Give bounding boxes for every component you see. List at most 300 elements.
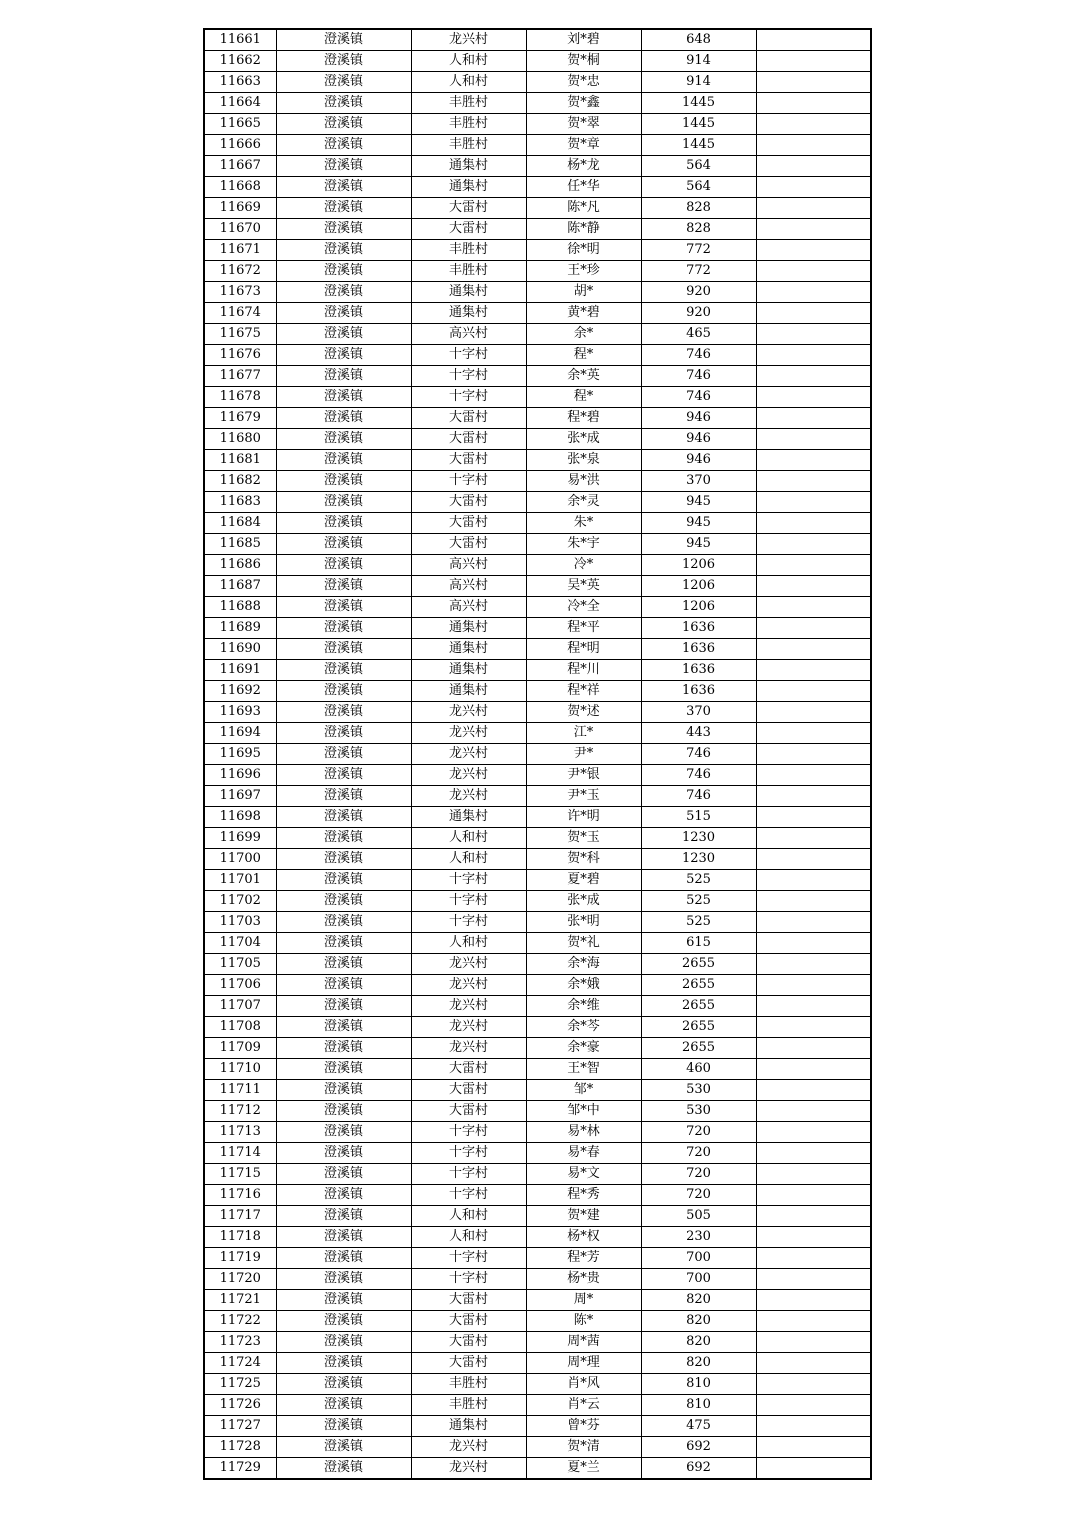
row-number-cell: 11683 [204,492,276,513]
amount-cell: 720 [641,1122,756,1143]
table-row [204,1101,871,1122]
row-number-cell: 11694 [204,723,276,744]
table-row [204,29,871,51]
name-cell: 贺*翠 [526,114,641,135]
amount-cell: 443 [641,723,756,744]
name-cell: 程* [526,345,641,366]
row-number-cell: 11717 [204,1206,276,1227]
amount-cell: 2655 [641,954,756,975]
table-row [204,849,871,870]
amount-cell: 946 [641,408,756,429]
remark-cell [756,828,871,849]
remark-cell [756,534,871,555]
row-number-cell: 11665 [204,114,276,135]
amount-cell: 525 [641,912,756,933]
name-cell: 邹*中 [526,1101,641,1122]
remark-cell [756,870,871,891]
remark-cell [756,324,871,345]
village-cell: 高兴村 [411,597,526,618]
row-number-cell: 11690 [204,639,276,660]
remark-cell [756,597,871,618]
name-cell: 张*泉 [526,450,641,471]
town-cell: 澄溪镇 [276,744,411,765]
row-number-cell: 11725 [204,1374,276,1395]
remark-cell [756,1227,871,1248]
remark-cell [756,114,871,135]
row-number-cell: 11729 [204,1458,276,1480]
name-cell: 吴*英 [526,576,641,597]
amount-cell: 1445 [641,93,756,114]
table-row [204,702,871,723]
name-cell: 肖*云 [526,1395,641,1416]
table-row [204,177,871,198]
village-cell: 丰胜村 [411,240,526,261]
table-row [204,639,871,660]
town-cell: 澄溪镇 [276,849,411,870]
row-number-cell: 11663 [204,72,276,93]
town-cell: 澄溪镇 [276,1164,411,1185]
amount-cell: 720 [641,1185,756,1206]
row-number-cell: 11722 [204,1311,276,1332]
remark-cell [756,93,871,114]
name-cell: 程*芳 [526,1248,641,1269]
remark-cell [756,1101,871,1122]
table-row [204,576,871,597]
remark-cell [756,240,871,261]
remark-cell [756,954,871,975]
village-cell: 十字村 [411,1248,526,1269]
remark-cell [756,177,871,198]
table-row [204,1437,871,1458]
village-cell: 大雷村 [411,513,526,534]
row-number-cell: 11664 [204,93,276,114]
row-number-cell: 11681 [204,450,276,471]
name-cell: 刘*碧 [526,29,641,51]
row-number-cell: 11708 [204,1017,276,1038]
amount-cell: 810 [641,1395,756,1416]
row-number-cell: 11671 [204,240,276,261]
row-number-cell: 11669 [204,198,276,219]
town-cell: 澄溪镇 [276,303,411,324]
town-cell: 澄溪镇 [276,870,411,891]
amount-cell: 945 [641,492,756,513]
remark-cell [756,1185,871,1206]
village-cell: 人和村 [411,933,526,954]
name-cell: 余*灵 [526,492,641,513]
town-cell: 澄溪镇 [276,471,411,492]
row-number-cell: 11713 [204,1122,276,1143]
amount-cell: 525 [641,870,756,891]
village-cell: 龙兴村 [411,1458,526,1480]
remark-cell [756,681,871,702]
remark-cell [756,1437,871,1458]
remark-cell [756,1080,871,1101]
row-number-cell: 11685 [204,534,276,555]
village-cell: 大雷村 [411,429,526,450]
name-cell: 贺*述 [526,702,641,723]
remark-cell [756,387,871,408]
town-cell: 澄溪镇 [276,1227,411,1248]
table-row [204,912,871,933]
village-cell: 大雷村 [411,450,526,471]
remark-cell [756,555,871,576]
amount-cell: 720 [641,1143,756,1164]
row-number-cell: 11677 [204,366,276,387]
name-cell: 陈* [526,1311,641,1332]
town-cell: 澄溪镇 [276,807,411,828]
remark-cell [756,576,871,597]
remark-cell [756,135,871,156]
village-cell: 大雷村 [411,1311,526,1332]
town-cell: 澄溪镇 [276,786,411,807]
row-number-cell: 11705 [204,954,276,975]
name-cell: 徐*明 [526,240,641,261]
town-cell: 澄溪镇 [276,177,411,198]
town-cell: 澄溪镇 [276,1122,411,1143]
remark-cell [756,156,871,177]
amount-cell: 1445 [641,114,756,135]
name-cell: 余*豪 [526,1038,641,1059]
table-row [204,114,871,135]
amount-cell: 2655 [641,1017,756,1038]
name-cell: 周* [526,1290,641,1311]
name-cell: 邹* [526,1080,641,1101]
remark-cell [756,933,871,954]
village-cell: 大雷村 [411,1353,526,1374]
village-cell: 十字村 [411,387,526,408]
amount-cell: 914 [641,51,756,72]
town-cell: 澄溪镇 [276,324,411,345]
remark-cell [756,1164,871,1185]
town-cell: 澄溪镇 [276,660,411,681]
name-cell: 贺*忠 [526,72,641,93]
amount-cell: 1636 [641,660,756,681]
table-row [204,429,871,450]
name-cell: 程*祥 [526,681,641,702]
village-cell: 龙兴村 [411,1437,526,1458]
name-cell: 贺*清 [526,1437,641,1458]
table-row [204,51,871,72]
name-cell: 陈*凡 [526,198,641,219]
row-number-cell: 11673 [204,282,276,303]
amount-cell: 505 [641,1206,756,1227]
row-number-cell: 11675 [204,324,276,345]
town-cell: 澄溪镇 [276,933,411,954]
remark-cell [756,1122,871,1143]
row-number-cell: 11711 [204,1080,276,1101]
row-number-cell: 11700 [204,849,276,870]
name-cell: 程*平 [526,618,641,639]
town-cell: 澄溪镇 [276,1059,411,1080]
row-number-cell: 11703 [204,912,276,933]
amount-cell: 648 [641,29,756,51]
village-cell: 通集村 [411,660,526,681]
remark-cell [756,1311,871,1332]
amount-cell: 475 [641,1416,756,1437]
table-row [204,891,871,912]
town-cell: 澄溪镇 [276,429,411,450]
amount-cell: 828 [641,219,756,240]
table-row [204,219,871,240]
remark-cell [756,1143,871,1164]
table-row [204,240,871,261]
name-cell: 程* [526,387,641,408]
amount-cell: 692 [641,1458,756,1480]
town-cell: 澄溪镇 [276,534,411,555]
row-number-cell: 11689 [204,618,276,639]
amount-cell: 525 [641,891,756,912]
town-cell: 澄溪镇 [276,1185,411,1206]
amount-cell: 746 [641,366,756,387]
row-number-cell: 11668 [204,177,276,198]
amount-cell: 1206 [641,597,756,618]
name-cell: 程*碧 [526,408,641,429]
remark-cell [756,450,871,471]
amount-cell: 692 [641,1437,756,1458]
village-cell: 高兴村 [411,324,526,345]
town-cell: 澄溪镇 [276,450,411,471]
table-row [204,135,871,156]
village-cell: 丰胜村 [411,135,526,156]
name-cell: 王*智 [526,1059,641,1080]
town-cell: 澄溪镇 [276,1311,411,1332]
town-cell: 澄溪镇 [276,954,411,975]
row-number-cell: 11726 [204,1395,276,1416]
table-row [204,93,871,114]
village-cell: 通集村 [411,1416,526,1437]
amount-cell: 564 [641,156,756,177]
row-number-cell: 11710 [204,1059,276,1080]
village-cell: 丰胜村 [411,114,526,135]
table-row [204,282,871,303]
table-row [204,1059,871,1080]
amount-cell: 465 [641,324,756,345]
amount-cell: 772 [641,261,756,282]
town-cell: 澄溪镇 [276,261,411,282]
village-cell: 十字村 [411,471,526,492]
table-row [204,870,871,891]
remark-cell [756,1038,871,1059]
town-cell: 澄溪镇 [276,282,411,303]
table-row [204,1017,871,1038]
remark-cell [756,975,871,996]
remark-cell [756,807,871,828]
table-row [204,996,871,1017]
remark-cell [756,765,871,786]
row-number-cell: 11706 [204,975,276,996]
town-cell: 澄溪镇 [276,51,411,72]
amount-cell: 945 [641,513,756,534]
row-number-cell: 11693 [204,702,276,723]
village-cell: 大雷村 [411,219,526,240]
village-cell: 龙兴村 [411,29,526,51]
name-cell: 余*维 [526,996,641,1017]
amount-cell: 1636 [641,618,756,639]
table-row [204,366,871,387]
row-number-cell: 11728 [204,1437,276,1458]
village-cell: 通集村 [411,807,526,828]
amount-cell: 370 [641,702,756,723]
table-row [204,1416,871,1437]
table-row [204,198,871,219]
table-row [204,1395,871,1416]
remark-cell [756,198,871,219]
row-number-cell: 11723 [204,1332,276,1353]
row-number-cell: 11695 [204,744,276,765]
table-row [204,1080,871,1101]
remark-cell [756,639,871,660]
name-cell: 尹*银 [526,765,641,786]
village-cell: 通集村 [411,618,526,639]
table-row [204,933,871,954]
table-row [204,807,871,828]
name-cell: 王*珍 [526,261,641,282]
row-number-cell: 11719 [204,1248,276,1269]
table-row [204,744,871,765]
name-cell: 朱*宇 [526,534,641,555]
amount-cell: 746 [641,744,756,765]
name-cell: 贺*鑫 [526,93,641,114]
amount-cell: 2655 [641,996,756,1017]
amount-cell: 920 [641,303,756,324]
amount-cell: 1206 [641,555,756,576]
village-cell: 龙兴村 [411,975,526,996]
amount-cell: 530 [641,1080,756,1101]
name-cell: 易*洪 [526,471,641,492]
amount-cell: 460 [641,1059,756,1080]
amount-cell: 1230 [641,828,756,849]
name-cell: 周*茜 [526,1332,641,1353]
remark-cell [756,282,871,303]
town-cell: 澄溪镇 [276,681,411,702]
remark-cell [756,429,871,450]
village-cell: 十字村 [411,1143,526,1164]
row-number-cell: 11699 [204,828,276,849]
name-cell: 贺*建 [526,1206,641,1227]
town-cell: 澄溪镇 [276,912,411,933]
village-cell: 大雷村 [411,1080,526,1101]
village-cell: 十字村 [411,1164,526,1185]
town-cell: 澄溪镇 [276,1395,411,1416]
town-cell: 澄溪镇 [276,366,411,387]
row-number-cell: 11672 [204,261,276,282]
table-body [204,29,871,1479]
name-cell: 贺*礼 [526,933,641,954]
town-cell: 澄溪镇 [276,1038,411,1059]
table-row [204,1332,871,1353]
town-cell: 澄溪镇 [276,1248,411,1269]
name-cell: 任*华 [526,177,641,198]
town-cell: 澄溪镇 [276,597,411,618]
village-cell: 大雷村 [411,1101,526,1122]
row-number-cell: 11704 [204,933,276,954]
town-cell: 澄溪镇 [276,1143,411,1164]
table-row [204,1353,871,1374]
amount-cell: 820 [641,1290,756,1311]
remark-cell [756,1458,871,1480]
village-cell: 丰胜村 [411,1374,526,1395]
amount-cell: 920 [641,282,756,303]
amount-cell: 946 [641,450,756,471]
town-cell: 澄溪镇 [276,1017,411,1038]
remark-cell [756,1269,871,1290]
remark-cell [756,1248,871,1269]
town-cell: 澄溪镇 [276,891,411,912]
name-cell: 易*文 [526,1164,641,1185]
amount-cell: 720 [641,1164,756,1185]
row-number-cell: 11727 [204,1416,276,1437]
table-row [204,1164,871,1185]
name-cell: 余* [526,324,641,345]
row-number-cell: 11687 [204,576,276,597]
name-cell: 余*娥 [526,975,641,996]
row-number-cell: 11679 [204,408,276,429]
village-cell: 丰胜村 [411,1395,526,1416]
amount-cell: 700 [641,1248,756,1269]
table-row [204,555,871,576]
amount-cell: 820 [641,1332,756,1353]
row-number-cell: 11724 [204,1353,276,1374]
village-cell: 十字村 [411,1269,526,1290]
remark-cell [756,303,871,324]
town-cell: 澄溪镇 [276,408,411,429]
remark-cell [756,1059,871,1080]
village-cell: 大雷村 [411,1332,526,1353]
row-number-cell: 11691 [204,660,276,681]
amount-cell: 2655 [641,975,756,996]
town-cell: 澄溪镇 [276,765,411,786]
table-row [204,660,871,681]
amount-cell: 772 [641,240,756,261]
town-cell: 澄溪镇 [276,576,411,597]
table-row [204,975,871,996]
village-cell: 十字村 [411,891,526,912]
row-number-cell: 11662 [204,51,276,72]
town-cell: 澄溪镇 [276,618,411,639]
remark-cell [756,702,871,723]
remark-cell [756,1332,871,1353]
remark-cell [756,1017,871,1038]
town-cell: 澄溪镇 [276,639,411,660]
village-cell: 高兴村 [411,555,526,576]
table-row [204,597,871,618]
remark-cell [756,471,871,492]
name-cell: 易*林 [526,1122,641,1143]
remark-cell [756,618,871,639]
row-number-cell: 11682 [204,471,276,492]
name-cell: 夏*兰 [526,1458,641,1480]
name-cell: 张*明 [526,912,641,933]
name-cell: 黄*碧 [526,303,641,324]
town-cell: 澄溪镇 [276,1416,411,1437]
row-number-cell: 11716 [204,1185,276,1206]
amount-cell: 828 [641,198,756,219]
village-cell: 龙兴村 [411,744,526,765]
amount-cell: 945 [641,534,756,555]
table-row [204,450,871,471]
town-cell: 澄溪镇 [276,828,411,849]
row-number-cell: 11702 [204,891,276,912]
row-number-cell: 11698 [204,807,276,828]
name-cell: 程*秀 [526,1185,641,1206]
town-cell: 澄溪镇 [276,996,411,1017]
village-cell: 十字村 [411,366,526,387]
town-cell: 澄溪镇 [276,219,411,240]
row-number-cell: 11714 [204,1143,276,1164]
name-cell: 贺*桐 [526,51,641,72]
village-cell: 人和村 [411,51,526,72]
name-cell: 周*理 [526,1353,641,1374]
